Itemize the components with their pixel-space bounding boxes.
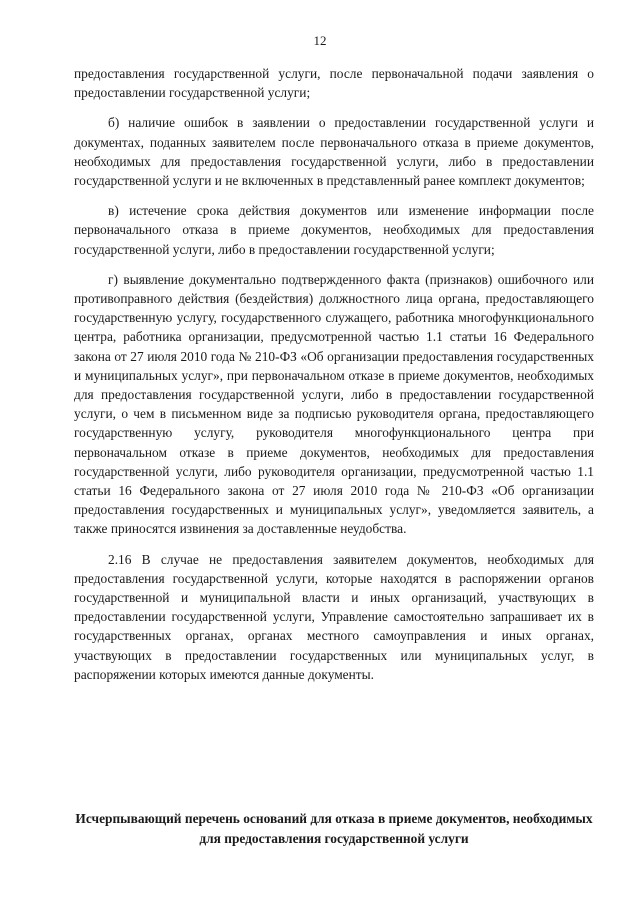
page-number: 12 <box>313 33 327 48</box>
document-body <box>74 64 594 684</box>
paragraph-item-g: г) выявление документально подтвержденного факта (признаков) ошибочного или противоправного действия (бездействия) должностного лица органа, предоставляющего государственную услугу, государственного служащего, работника многофункционального центра, работника организации, предусмотренной частью 1.1 статьи 16 Федерального закона от 27 июля 2010 года № 210-ФЗ «Об организации предоставления государственных и муниципальных услуг», при первоначальном отказе в приеме документов, необходимых для предоставления государственной услуги, либо в предоставлении государственной услуги, о чем в письменном виде за подписью руководителя органа, предоставляющего государственную услугу, руководителя многофункционального центра при первоначальном отказе в приеме документов, необходимых для предоставления государственной услуги, либо руководителя организации, предусмотренной частью 1.1 статьи 16 Федерального закона от 27 июля 2010 года № 210-ФЗ «Об организации предоставления государственных и муниципальных услуг», уведомляется заявитель, а также приносятся извинения за доставленные неудобства. <box>74 271 594 537</box>
paragraph-gap <box>74 539 594 550</box>
paragraph-gap <box>74 259 594 270</box>
paragraph-gap <box>74 190 594 201</box>
section-heading: Исчерпывающий перечень оснований для отказа в приеме документов, необходимых для предоставления государственной услуги <box>75 811 593 846</box>
paragraph-clause-2-16: 2.16 В случае не предоставления заявителем документов, необходимых для предоставления государственной услуги, которые находятся в распоряжении органов государственной и муниципальной власти и иных организаций, участвующих в предоставлении государственной услуги, Управление самостоятельно запрашивает их в государственных органах, органах местного самоуправления и иных органах, участвующих в предоставлении государственных или муниципальных услуг, в распоряжении которых имеются данные документы. <box>74 551 594 682</box>
paragraph-continuation: предоставления государственной услуги, после первоначальной подачи заявления о предоставлении государственной услуги; <box>74 66 594 101</box>
paragraph-gap <box>74 102 594 113</box>
paragraph-item-v: в) истечение срока действия документов или изменение информации после первоначального отказа в приеме документов, необходимых для предоставления государственной услуги, либо в предоставлении государственной услуги; <box>74 203 594 257</box>
paragraph-item-b: б) наличие ошибок в заявлении о предоставлении государственной услуги и документах, поданных заявителем после первоначального отказа в приеме документов, необходимых для предоставления государственной услуги, либо в предоставлении государственной услуги и не включенных в представленный ранее комплект документов; <box>74 115 594 189</box>
